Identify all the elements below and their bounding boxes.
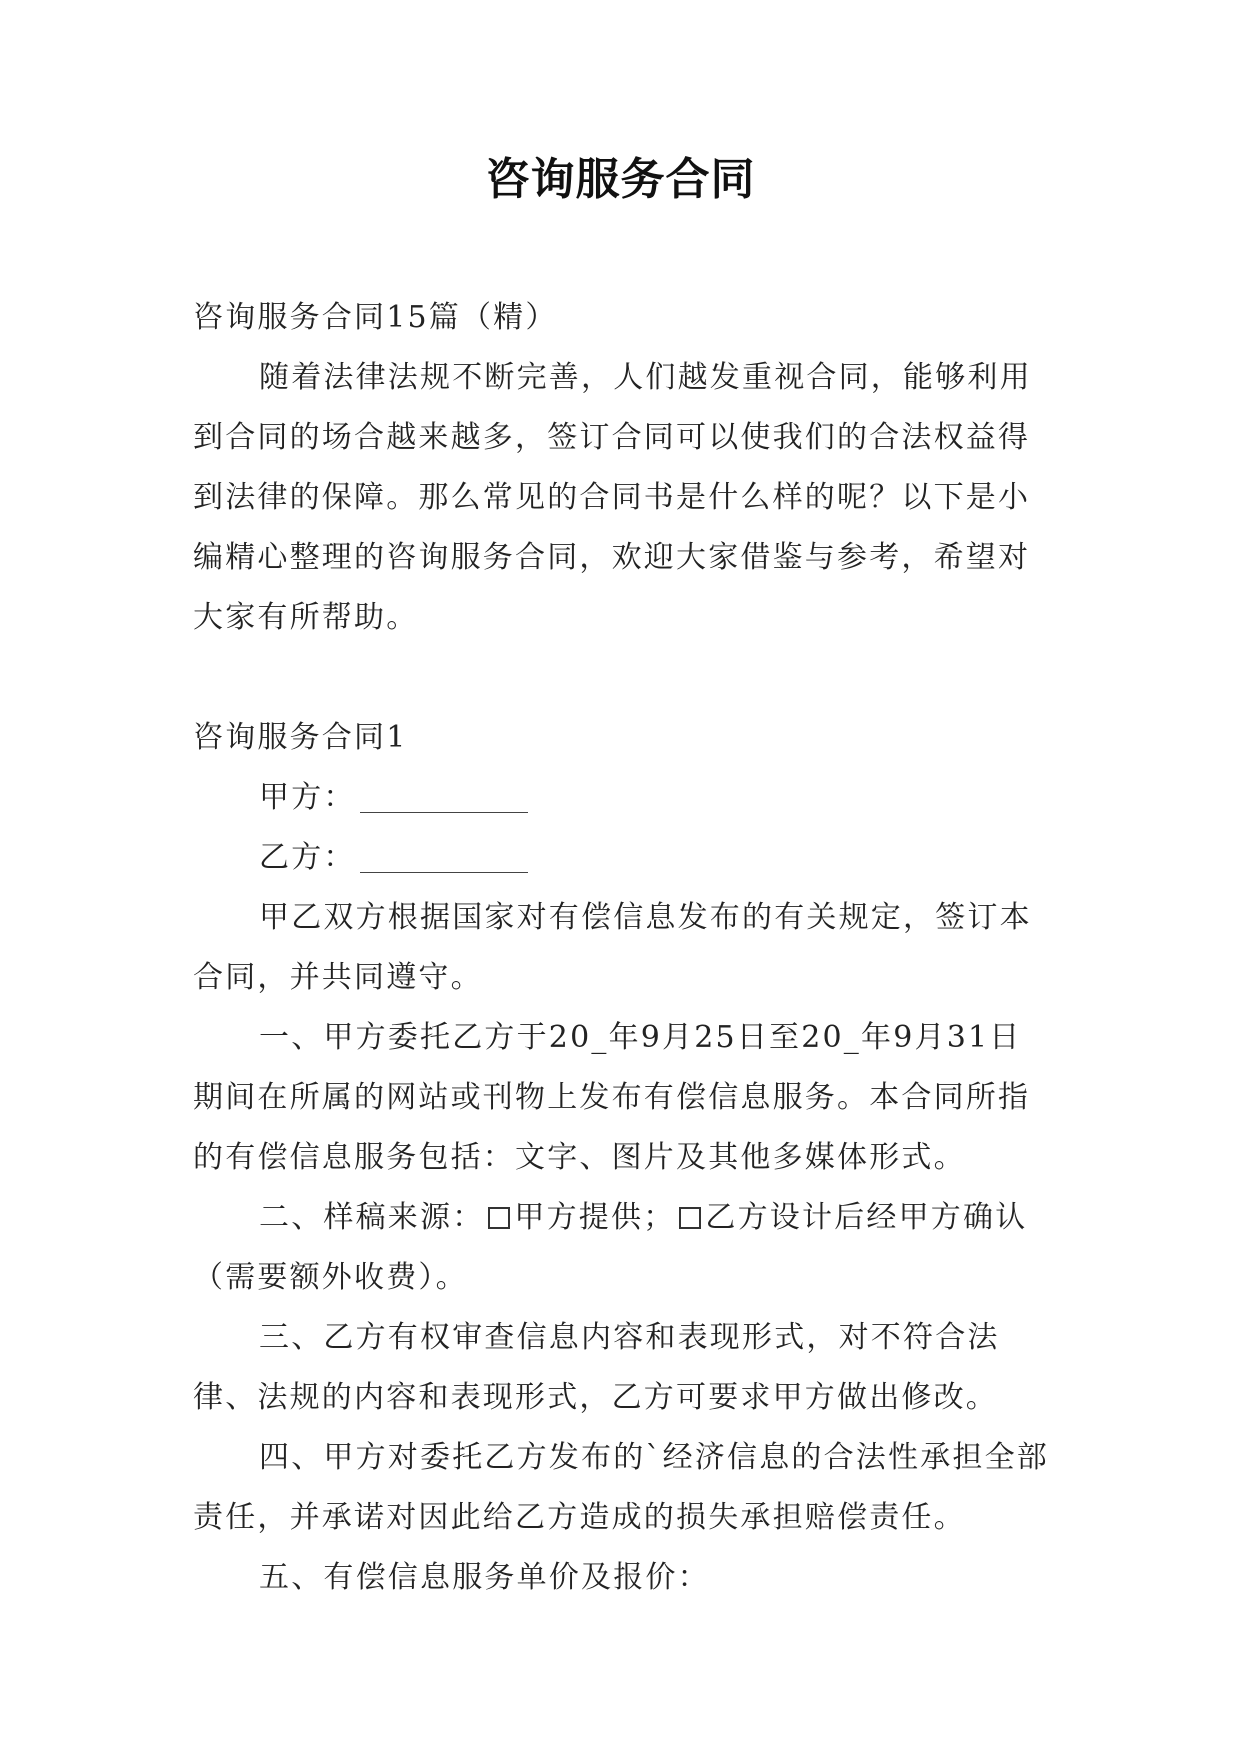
clause-1: 一、甲方委托乙方于20_年9月25日至20_年9月31日期间在所属的网站或刊物上发布有偿信息服务。本合同所指的有偿信息服务包括：文字、图片及其他多媒体形式。 <box>193 1020 1031 1175</box>
party-b-label: 乙方： <box>259 840 356 875</box>
party-b-blank <box>360 842 528 873</box>
intro-paragraph: 随着法律法规不断完善，人们越发重视合同，能够利用到合同的场合越来越多，签订合同可以使我们的合法权益得到法律的保障。那么常见的合同书是什么样的呢？以下是小编精心整理的咨询服务合同，欢迎大家借鉴与参考，希望对大家有所帮助。 <box>193 360 1032 635</box>
document-title: 咨询服务合同 <box>485 154 756 205</box>
document-body <box>193 288 1053 1608</box>
clause-4: 四、甲方对委托乙方发布的`经济信息的合法性承担全部责任，并承诺对因此给乙方造成的损失承担赔偿责任。 <box>193 1440 1049 1535</box>
document-subtitle: 咨询服务合同15篇（精） <box>193 300 558 335</box>
checkbox-option-2[interactable] <box>679 1207 701 1229</box>
checkbox-option-1[interactable] <box>488 1207 510 1229</box>
party-a-blank <box>360 782 528 813</box>
clause-2-option-2: 乙方设计后经甲方确认（需要额外收费）。 <box>193 1200 1028 1295</box>
clause-3: 三、乙方有权审查信息内容和表现形式，对不符合法律、法规的内容和表现形式，乙方可要求甲方做出修改。 <box>193 1320 1000 1415</box>
clause-2 <box>193 1188 1053 1308</box>
clause-5: 五、有偿信息服务单价及报价： <box>259 1560 710 1595</box>
clause-2-prefix: 二、样稿来源： <box>259 1200 485 1235</box>
party-b-line <box>193 828 1053 888</box>
clause-2-option-1: 甲方提供； <box>514 1200 676 1235</box>
party-a-label: 甲方： <box>259 780 356 815</box>
party-a-line <box>193 768 1053 828</box>
agreement-paragraph: 甲乙双方根据国家对有偿信息发布的有关规定，签订本合同，并共同遵守。 <box>193 900 1032 995</box>
section-heading: 咨询服务合同1 <box>193 720 408 755</box>
